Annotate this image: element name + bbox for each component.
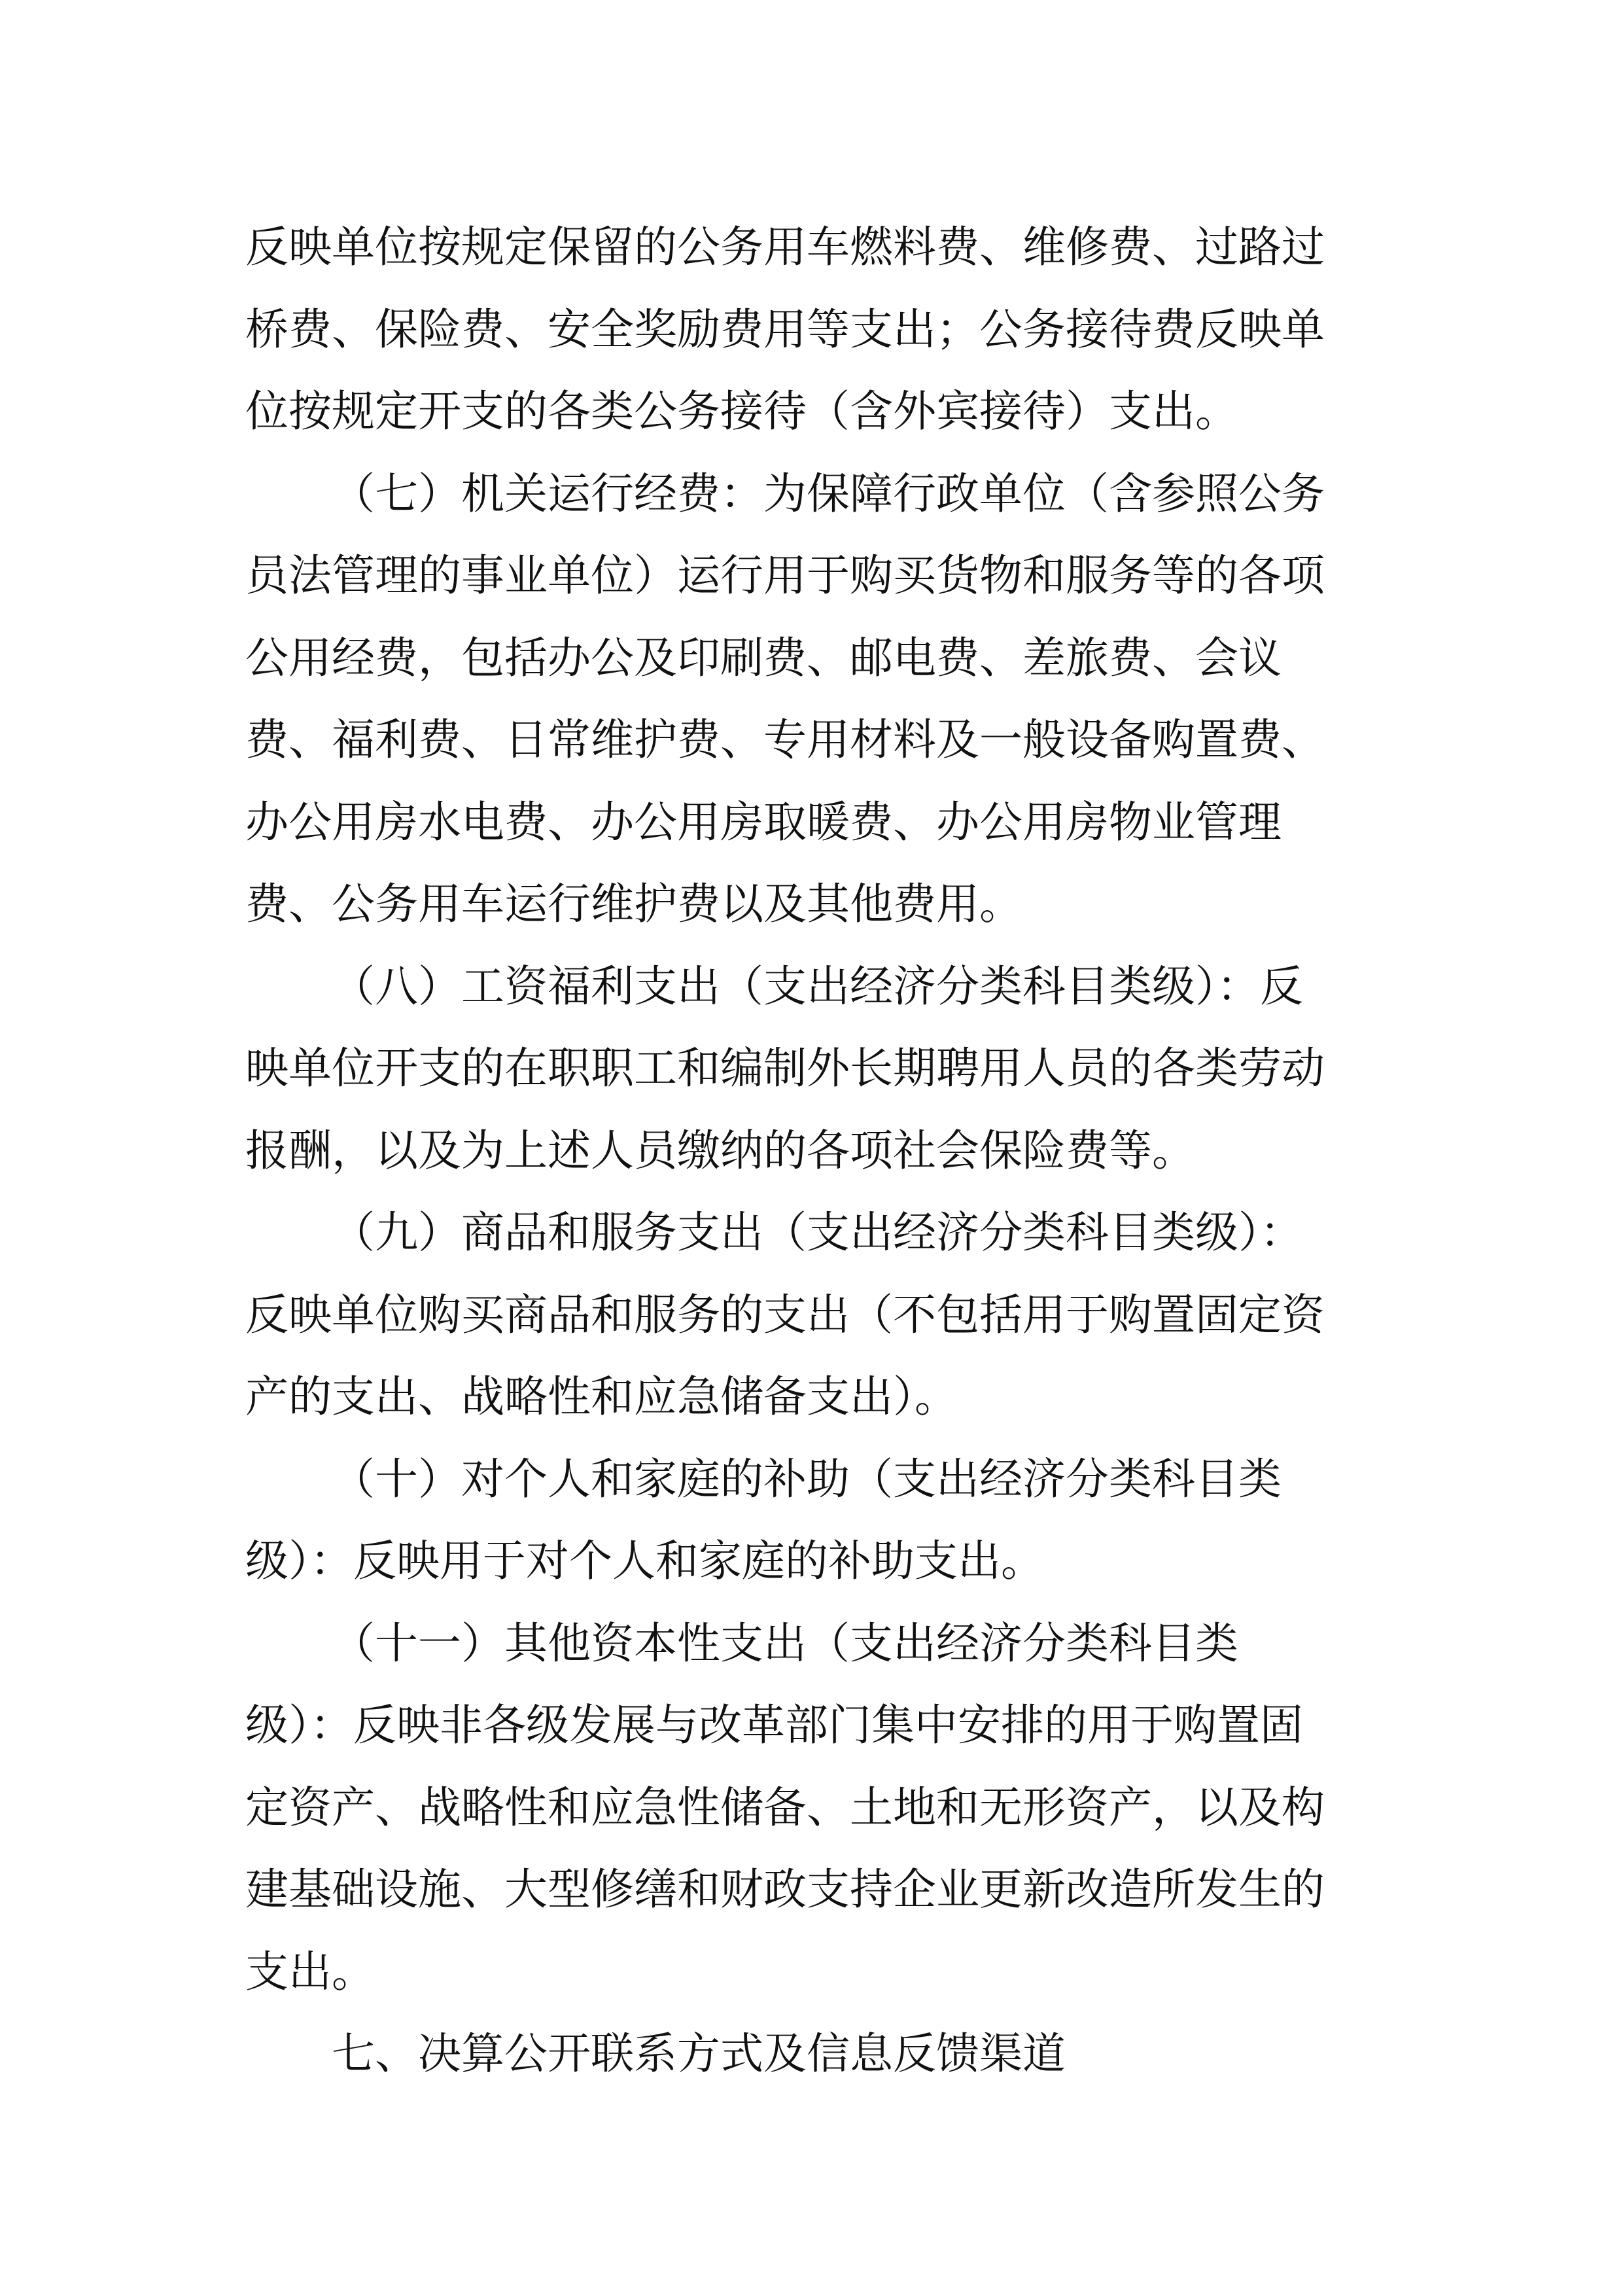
line: （九）商品和服务支出（支出经济分类科目类级）： [332,1207,1303,1258]
line: 桥费、保险费、安全奖励费用等支出；公务接待费反映单 [245,304,1325,355]
line: 反映单位购买商品和服务的支出（不包括用于购置固定资 [245,1289,1325,1340]
paragraph-operating-expenses [245,453,1357,945]
line: 位按规定开支的各类公务接待（含外宾接待）支出。 [245,386,1238,436]
line: 反映单位按规定保留的公务用车燃料费、维修费、过路过 [245,222,1325,272]
line: 产的支出、战略性和应急储备支出）。 [245,1371,958,1422]
paragraph-vehicle-expense-continued [245,206,1357,453]
line: （八）工资福利支出（支出经济分类科目类级）：反 [332,961,1303,1012]
line: （十一）其他资本性支出（支出经济分类科目类 [332,1617,1238,1669]
line: 员法管理的事业单位）运行用于购买货物和服务等的各项 [245,550,1325,601]
paragraph-capital-expenditure [245,1602,1357,2013]
line: 报酬，以及为上述人员缴纳的各项社会保险费等。 [245,1125,1195,1176]
line: 公用经费，包括办公及印刷费、邮电费、差旅费、会议 [245,632,1282,683]
line: 费、公务用车运行维护费以及其他费用。 [245,879,1022,929]
paragraph-wage-welfare [245,945,1357,1192]
paragraph-household-subsidy [245,1438,1357,1602]
line: 办公用房水电费、办公用房取暖费、办公用房物业管理 [245,796,1282,847]
line: 建基础设施、大型修缮和财政支持企业更新改造所发生的 [245,1864,1325,1915]
line: 映单位开支的在职职工和编制外长期聘用人员的各类劳动 [245,1043,1325,1093]
section-heading: 七、决算公开联系方式及信息反馈渠道 [332,2028,1066,2079]
line: 级）：反映非各级发展与改革部门集中安排的用于购置固 [245,1700,1303,1750]
line: 支出。 [245,1946,375,1997]
document-body [245,206,1357,2095]
paragraph-goods-services [245,1192,1357,1438]
line: 定资产、战略性和应急性储备、土地和无形资产，以及构 [245,1782,1325,1833]
line: （十）对个人和家庭的补助（支出经济分类科目类 [332,1453,1282,1504]
line: 级）：反映用于对个人和家庭的补助支出。 [245,1536,1044,1586]
line: 费、福利费、日常维护费、专用材料及一般设备购置费、 [245,715,1325,765]
line: （七）机关运行经费：为保障行政单位（含参照公务 [332,468,1325,519]
